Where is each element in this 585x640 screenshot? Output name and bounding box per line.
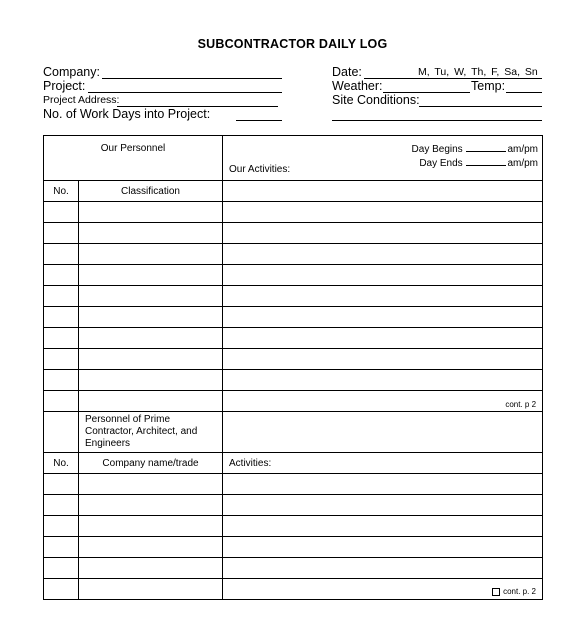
project-field[interactable] bbox=[88, 92, 282, 93]
prime-no-cell[interactable] bbox=[44, 537, 79, 558]
personnel-classification-cell[interactable] bbox=[79, 328, 223, 349]
company-label: Company: bbox=[43, 65, 100, 79]
prime-company-cell[interactable] bbox=[79, 558, 223, 579]
activities-cell[interactable] bbox=[223, 223, 543, 244]
project-label: Project: bbox=[43, 79, 86, 93]
personnel-no-cell[interactable] bbox=[44, 286, 79, 307]
prime-no-cell[interactable] bbox=[44, 558, 79, 579]
prime-no-cell[interactable] bbox=[44, 579, 79, 600]
our-personnel-header: Our Personnel bbox=[44, 136, 223, 181]
prime-company-cell[interactable] bbox=[79, 579, 223, 600]
temp-label: Temp: bbox=[471, 79, 506, 93]
activities-cell[interactable] bbox=[223, 328, 543, 349]
personnel-no-cell[interactable] bbox=[44, 349, 79, 370]
our-activities-label: Our Activities: bbox=[229, 164, 291, 175]
day-begins-label: Day Begins bbox=[411, 144, 463, 155]
activities-cell[interactable] bbox=[223, 370, 543, 391]
daily-log-table bbox=[43, 135, 543, 600]
personnel-classification-cell[interactable] bbox=[79, 286, 223, 307]
continued-page-2-checkbox-row[interactable] bbox=[223, 579, 543, 600]
personnel-classification-cell[interactable] bbox=[79, 307, 223, 328]
continued-page-2-note-2: cont. p. 2 bbox=[503, 587, 537, 596]
date-field[interactable] bbox=[364, 78, 542, 79]
day-ends-ampm: am/pm bbox=[507, 158, 539, 169]
personnel-no-cell[interactable] bbox=[44, 202, 79, 223]
prime-company-cell[interactable] bbox=[79, 474, 223, 495]
personnel-classification-cell[interactable] bbox=[79, 244, 223, 265]
personnel-no-cell[interactable] bbox=[44, 223, 79, 244]
personnel-classification-cell[interactable] bbox=[79, 202, 223, 223]
continued-checkbox[interactable] bbox=[492, 588, 500, 596]
col-company-header: Company name/trade bbox=[79, 453, 223, 474]
prime-activities-cell[interactable] bbox=[223, 495, 543, 516]
personnel-classification-cell[interactable] bbox=[79, 349, 223, 370]
weekday-options[interactable]: M, Tu, W, Th, F, Sa, Sn bbox=[418, 66, 538, 78]
date-label: Date: bbox=[332, 65, 362, 79]
prime-activities-cell[interactable] bbox=[223, 537, 543, 558]
weather-label: Weather: bbox=[332, 79, 383, 93]
activities-header-cell bbox=[223, 136, 543, 181]
activities-cell[interactable] bbox=[223, 181, 543, 202]
site-conditions-label: Site Conditions: bbox=[332, 93, 420, 107]
prime-activities-cell[interactable] bbox=[223, 474, 543, 495]
prime-activities-cell[interactable] bbox=[223, 516, 543, 537]
site-conditions-field-2[interactable] bbox=[332, 120, 542, 121]
prime-company-cell[interactable] bbox=[79, 516, 223, 537]
prime-company-cell[interactable] bbox=[79, 537, 223, 558]
prime-no-cell[interactable] bbox=[44, 516, 79, 537]
activities-cell[interactable] bbox=[223, 244, 543, 265]
prime-personnel-header: Personnel of Prime Contractor, Architect, and Engineers bbox=[79, 412, 223, 453]
activities-header-2: Activities: bbox=[223, 453, 543, 474]
day-ends-field[interactable] bbox=[466, 156, 506, 166]
personnel-classification-cell[interactable] bbox=[79, 223, 223, 244]
prime-company-cell[interactable] bbox=[79, 495, 223, 516]
personnel-no-cell[interactable] bbox=[44, 370, 79, 391]
prime-no-cell[interactable] bbox=[44, 495, 79, 516]
activities-cell[interactable] bbox=[223, 286, 543, 307]
col-no-header: No. bbox=[44, 181, 79, 202]
personnel-no-cell[interactable] bbox=[44, 265, 79, 286]
personnel-no-cell[interactable] bbox=[44, 244, 79, 265]
company-field[interactable] bbox=[102, 78, 282, 79]
personnel-classification-cell[interactable] bbox=[79, 391, 223, 412]
activities-cell[interactable] bbox=[223, 202, 543, 223]
work-days-label: No. of Work Days into Project: bbox=[43, 107, 211, 121]
personnel-classification-cell[interactable] bbox=[79, 370, 223, 391]
personnel-no-cell[interactable] bbox=[44, 328, 79, 349]
col-classification-header: Classification bbox=[79, 181, 223, 202]
continued-page-2-note: cont. p 2 bbox=[223, 391, 543, 412]
personnel-classification-cell[interactable] bbox=[79, 265, 223, 286]
site-conditions-field[interactable] bbox=[419, 106, 542, 107]
page-title: SUBCONTRACTOR DAILY LOG bbox=[197, 37, 388, 51]
project-address-label: Project Address: bbox=[43, 94, 120, 106]
day-ends-label: Day Ends bbox=[419, 158, 463, 169]
activities-cell[interactable] bbox=[223, 349, 543, 370]
day-begins-ampm: am/pm bbox=[507, 144, 539, 155]
work-days-field[interactable] bbox=[236, 120, 282, 121]
prime-activities-cell[interactable] bbox=[223, 558, 543, 579]
day-begins-field[interactable] bbox=[466, 142, 506, 152]
personnel-no-cell[interactable] bbox=[44, 391, 79, 412]
prime-blank-cell bbox=[44, 412, 79, 453]
prime-activities-blank-cell[interactable] bbox=[223, 412, 543, 453]
personnel-no-cell[interactable] bbox=[44, 307, 79, 328]
activities-cell[interactable] bbox=[223, 265, 543, 286]
temp-field[interactable] bbox=[506, 92, 542, 93]
activities-cell[interactable] bbox=[223, 307, 543, 328]
col-no-header-2: No. bbox=[44, 453, 79, 474]
prime-no-cell[interactable] bbox=[44, 474, 79, 495]
